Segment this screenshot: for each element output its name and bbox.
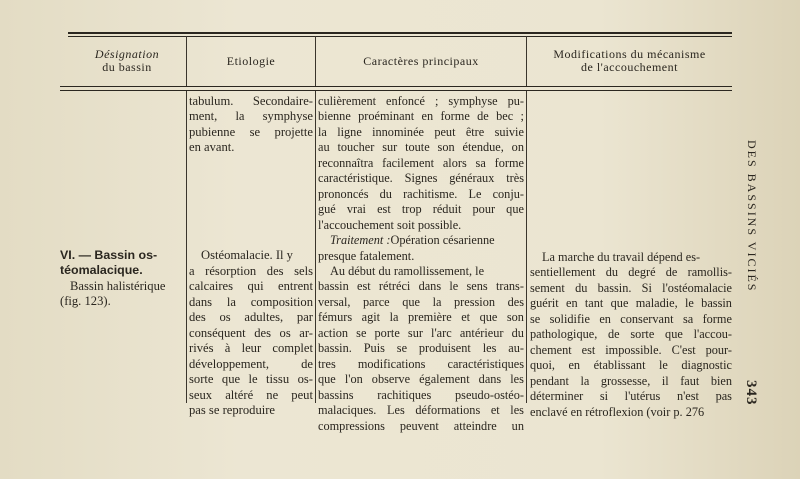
text-line [189,171,313,186]
header-bottom-rule [60,86,732,87]
text-line: tres modifications caractéristiques [318,356,524,371]
text-line: ment, la symphyse [189,109,313,124]
text-line: dans la composition [189,294,313,309]
text-line: caractéristique. Signes généraux très [318,171,524,186]
text-line: développement, de [189,356,313,371]
text-line: rivés à leur complet [189,341,313,356]
text-line: conséquent des os ar- [189,325,313,340]
text-line: se solidifie en conservant sa forme [530,311,732,326]
column-separator [186,91,187,403]
text-line: Traitement : Opération césarienne [330,233,495,248]
text-line: au toucher sur toute son étendue, on [318,140,524,155]
text-line: culièrement enfoncé ; symphyse pu- [318,94,524,108]
header-etiologie [187,40,315,82]
text-line [189,156,313,171]
text-line: sentiellement du degré de ramollis- [530,265,732,280]
header-modifications [527,40,732,82]
text-line [189,218,313,233]
page-number: 343 [743,380,759,406]
text-line: a résorption des sels [189,263,313,278]
text-line: versal, parce que la pression des [318,294,524,309]
table-top-rule [68,32,732,34]
text-line: pathologique, de sorte que l'accou- [530,327,732,342]
text-line: fémurs agit la première et que son [318,310,524,325]
text-line: bienne proéminant en forme de bec ; [318,109,524,124]
text-line: gué vrai est trop réduit pour que [318,202,524,217]
header-modifications-line1: Modifications du mécanisme [553,47,706,61]
bassin-title-line2: téomalacique. [60,263,143,278]
text-line: enclavé en rétroflexion (voir p. 276 [530,404,705,419]
running-head: DES BASSINS VICIÉS [745,140,759,293]
header-caracteres-label: Caractères principaux [363,53,479,68]
text-line [189,187,313,202]
modifications-column [530,250,732,420]
bassin-title-line1: VI. — Bassin os- [60,248,158,262]
bassin-subtitle-line2: (fig. 123). [60,294,111,309]
text-line [189,202,313,217]
text-line: presque fatalement. [318,248,415,263]
header-designation-line1: Désignation [94,47,160,61]
caracteres-column [318,94,524,434]
text-line: pubienne se projette [189,124,313,139]
text-line: Au début du ramollissement, le [330,263,485,278]
text-line: calcaires qui entrent [189,279,313,294]
text-line: la ligne innominée peut être suivie [318,124,524,139]
text-line: action se porte sur l'arc antérieur du [318,325,524,340]
column-separator [526,91,527,403]
text-line: l'accouchement soit possible. [318,217,462,232]
text-line: déterminer si l'utérus n'est pas [530,389,732,404]
text-line: sorte que le tissu os- [189,372,313,387]
text-line: sement du bassin. Si l'ostéomalacie [530,280,732,295]
text-line: chement est impossible. C'est pour- [530,342,732,357]
text-line: seux altéré ne peut [189,387,313,402]
text-line [189,233,313,248]
header-etiologie-label: Etiologie [226,53,276,68]
text-line: tabulum. Secondaire- [189,94,313,108]
text-line: prononcés du rachitisme. Le conju- [318,186,524,201]
text-line: pendant la grossesse, il faut bien [530,373,732,388]
text-line: quoi, en établissant le diagnostic [530,358,732,373]
text-line: malaciques. Les déformations et les [318,403,524,418]
text-line: en avant. [189,140,235,155]
text-line: reconnaîtra facilement alors sa forme [318,155,524,170]
text-line: Ostéomalacie. Il y [201,248,293,263]
header-modifications-line2: de l'accouchement [581,60,678,74]
column-separator [315,91,316,403]
text-line: pas se reproduire [189,402,276,417]
designation-column [60,248,184,310]
text-line: bassins rachitiques pseudo-ostéo- [318,387,524,402]
text-line: compressions peuvent atteindre un [318,418,524,433]
bassin-subtitle-line1: Bassin halistérique [70,278,166,293]
etiologie-column [189,94,313,418]
header-bottom-rule-2 [60,90,732,91]
text-line: bassin. Puis se produisent les au- [318,341,524,356]
table-top-rule-thin [68,36,732,37]
text-line: bassin est rétréci dans le sens trans- [318,279,524,294]
text-line: que l'on observe également dans les [318,372,524,387]
text-line: La marche du travail dépend es- [542,250,701,264]
text-line: des os adultes, par [189,310,313,325]
header-designation-line2: du bassin [102,60,152,74]
header-designation [68,40,186,82]
header-caracteres [316,40,526,82]
text-line: guérit en tant que maladie, le bassin [530,296,732,311]
